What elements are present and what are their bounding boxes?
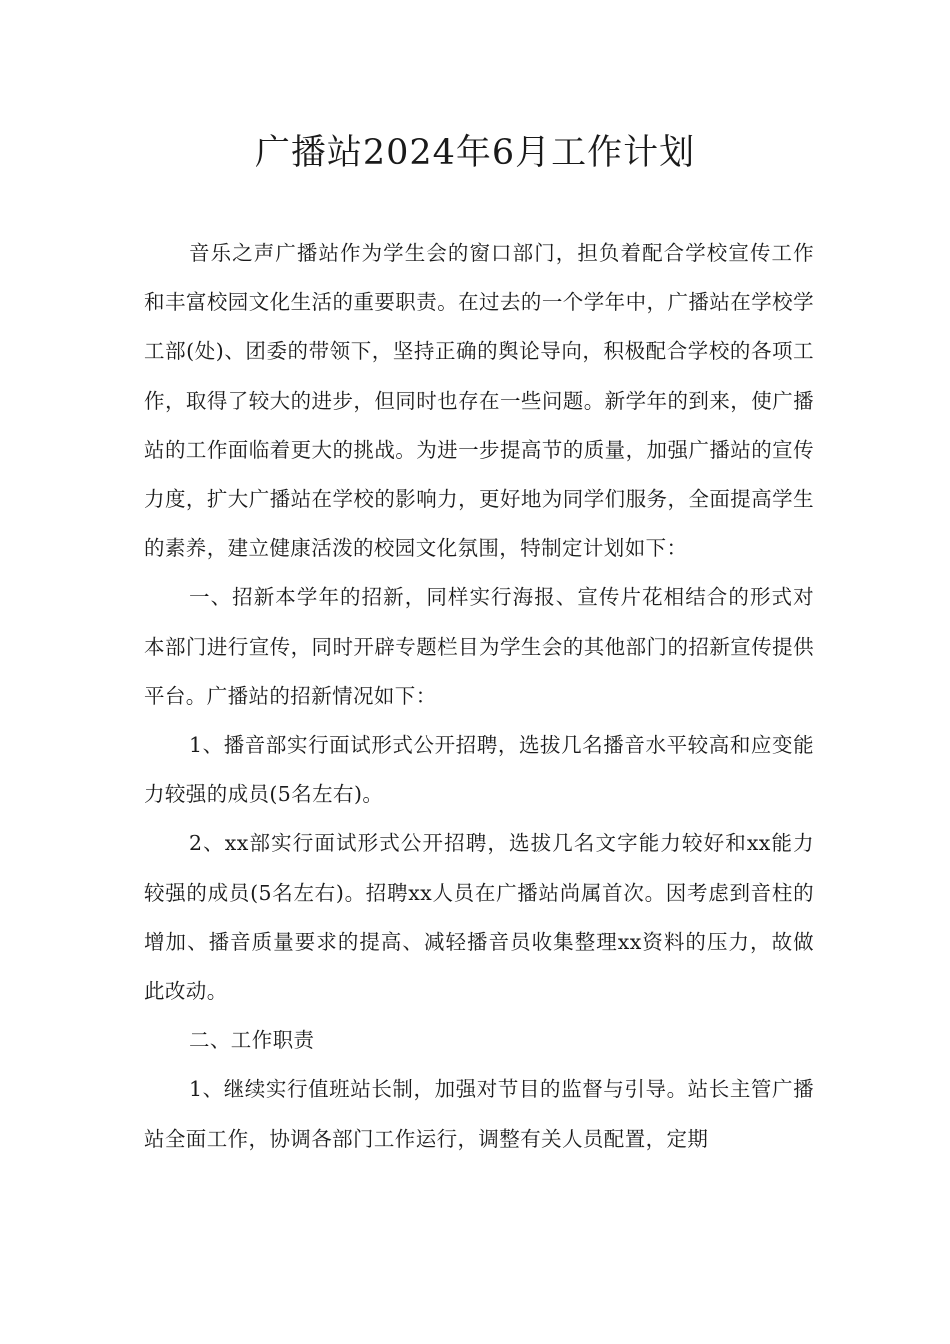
paragraph-intro: 音乐之声广播站作为学生会的窗口部门，担负着配合学校宣传工作和丰富校园文化生活的重要职责。在过去的一个学年中，广播站在学校学工部(处)、团委的带领下，坚持正确的舆论导向，积极配合学校的各项工作，取得了较大的进步，但同时也存在一些问题。新学年的到来，使广播站的工作面临着更大的挑战。为进一步提高节的质量，加强广播站的宣传力度，扩大广播站在学校的影响力，更好地为同学们服务，全面提高学生的素养，建立健康活泼的校园文化氛围，特制定计划如下： xyxy=(144,241,814,561)
paragraph-item-duty-station-head: 1、继续实行值班站长制，加强对节目的监督与引导。站长主管广播站全面工作，协调各部门工作运行，调整有关人员配置，定期 xyxy=(144,1077,814,1151)
paragraph-section-duties: 二、工作职责 xyxy=(189,1028,315,1053)
paragraph-section-recruitment: 一、招新本学年的招新，同样实行海报、宣传片花相结合的形式对本部门进行宣传，同时开辟专题栏目为学生会的其他部门的招新宣传提供平台。广播站的招新情况如下： xyxy=(144,585,814,708)
document-title: 广播站2024年6月工作计划 xyxy=(254,133,696,173)
document-body xyxy=(144,229,814,1164)
paragraph-item-broadcast-dept: 1、播音部实行面试形式公开招聘，选拔几名播音水平较高和应变能力较强的成员(5名左右)。 xyxy=(144,733,814,807)
paragraph-item-xx-dept: 2、xx部实行面试形式公开招聘，选拔几名文字能力较好和xx能力较强的成员(5名左右)。招聘xx人员在广播站尚属首次。因考虑到音柱的增加、播音质量要求的提高、减轻播音员收集整理xx资料的压力，故做此改动。 xyxy=(144,831,814,1004)
